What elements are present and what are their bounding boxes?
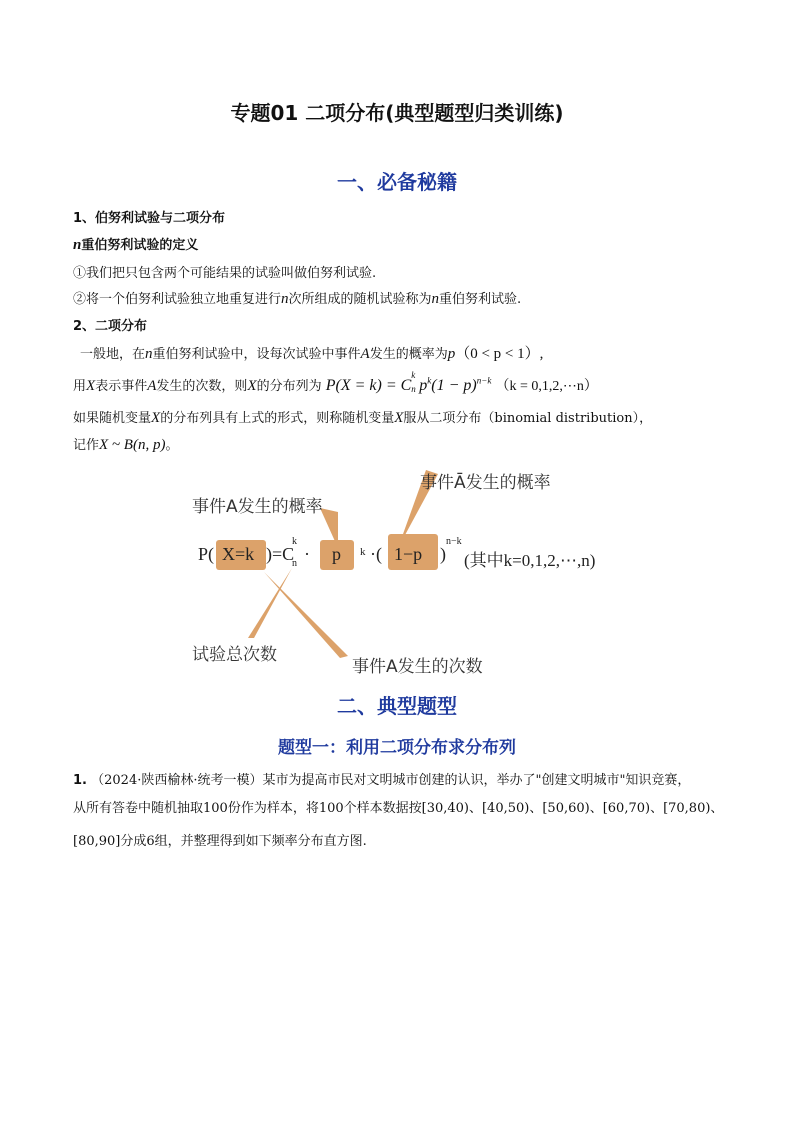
text-segment: 用: [73, 379, 87, 394]
paragraph-1: [80, 342, 543, 363]
diagram-formula-tail: (其中k=0,1,2,⋯,n): [464, 551, 596, 570]
label-event-a-count: 事件A发生的次数: [352, 657, 483, 677]
diagram-formula-eq-c: )=C: [266, 544, 295, 564]
formula-part: P(X = k) = C: [325, 377, 412, 394]
combination-indices: [411, 370, 419, 395]
var-n: n: [145, 346, 153, 362]
var-n: n: [431, 291, 440, 307]
question-1-line-3: [80,90]分成6组，并整理得到如下频率分布直方图.: [73, 834, 367, 849]
range-text: （0 < p < 1）,: [455, 346, 544, 362]
item1-title: 1、伯努利试验与二项分布: [73, 211, 226, 226]
text-segment: ②将一个伯努利试验独立地重复进行: [73, 292, 282, 307]
section-heading-typical: 二、典型题型: [337, 694, 457, 718]
text-segment: 重伯努利试验.: [439, 292, 522, 307]
paragraph-2: [73, 370, 598, 395]
text-segment: 。: [165, 438, 179, 453]
label-event-abar-probability: 事件Ā发生的概率: [420, 473, 551, 493]
formula-part: (1 − p): [431, 377, 477, 394]
text-segment: 次所组成的随机试验称为: [288, 292, 432, 307]
var-A: A: [360, 346, 370, 362]
subscript-n: n: [411, 384, 416, 395]
section-heading-essentials: 一、必备秘籍: [337, 170, 457, 194]
definition-title: [73, 234, 198, 254]
superscript-k: k: [427, 375, 432, 386]
var-X: X: [151, 410, 161, 426]
sub-heading-type-1: 题型一：利用二项分布求分布列: [278, 738, 516, 758]
diagram-formula-1-p: 1−p: [394, 544, 423, 564]
definition-line-1: ①我们把只包含两个可能结果的试验叫做伯努利试验.: [73, 266, 377, 281]
diagram-formula-xk: X=k: [222, 544, 255, 564]
range-text: （k = 0,1,2,⋯n）: [495, 379, 598, 394]
binomial-formula: [325, 370, 492, 395]
text-segment: 的分布列为: [256, 379, 322, 394]
diagram-formula-n-k: n−k: [446, 536, 462, 547]
item2-title: 2、二项分布: [73, 319, 148, 334]
var-n: n: [281, 291, 289, 307]
formula-part: p: [419, 377, 428, 394]
diagram-formula-p-open: P(: [198, 544, 215, 564]
var-n: n: [73, 237, 82, 253]
text-segment: 发生的概率为: [369, 347, 448, 362]
diagram-formula-sub-n: n: [292, 558, 297, 569]
diagram-formula-k-exp: k: [360, 546, 366, 558]
text-segment: 记作: [73, 438, 100, 453]
diagram-formula-sup-k: k: [292, 536, 297, 547]
text-segment: 重伯努利试验中，设每次试验中事件: [152, 347, 361, 362]
superscript-k: k: [411, 370, 416, 381]
text-segment: 服从二项分布（binomial distribution），: [403, 411, 653, 426]
superscript-n-k: n−k: [476, 375, 492, 386]
diagram-formula-close: ): [440, 544, 446, 564]
paragraph-4: [73, 434, 178, 454]
question-1-line-1: [73, 769, 690, 788]
diagram-formula-dot-open: ·(: [370, 544, 382, 564]
label-event-a-probability: 事件A发生的概率: [192, 497, 323, 517]
notation-formula: X ~ B(n, p): [99, 437, 166, 453]
question-text: （2024·陕西榆林·统考一模）某市为提高市民对文明城市创建的认识，举办了"创建文明城市"知识竞赛，: [91, 773, 691, 788]
binomial-formula-diagram: [180, 460, 620, 680]
var-X: X: [247, 378, 257, 394]
var-p: p: [447, 346, 456, 362]
diagram-formula-dot: ·: [304, 544, 310, 564]
text-segment: 表示事件: [95, 379, 148, 394]
var-X: X: [394, 410, 404, 426]
text-segment: 发生的次数，则: [156, 379, 248, 394]
diagram-formula-p: p: [332, 544, 341, 564]
question-number: 1.: [73, 773, 87, 788]
var-X: X: [86, 378, 96, 394]
label-trials-total: 试验总次数: [192, 645, 277, 665]
text-segment: 一般地，在: [80, 347, 146, 362]
paragraph-3: [73, 407, 652, 427]
text-segment: 如果随机变量: [73, 411, 152, 426]
definition-title-text: 重伯努利试验的定义: [81, 238, 199, 253]
page-title: 专题01 二项分布(典型题型归类训练): [230, 101, 564, 125]
definition-line-2: [73, 288, 521, 308]
text-segment: 的分布列具有上式的形式，则称随机变量: [160, 411, 395, 426]
var-A: A: [147, 378, 157, 394]
question-1-line-2: 从所有答卷中随机抽取100份作为样本，将100个样本数据按[30,40)、[40,50)、[50,60)、[60,70)、[70,80)、: [73, 801, 724, 816]
